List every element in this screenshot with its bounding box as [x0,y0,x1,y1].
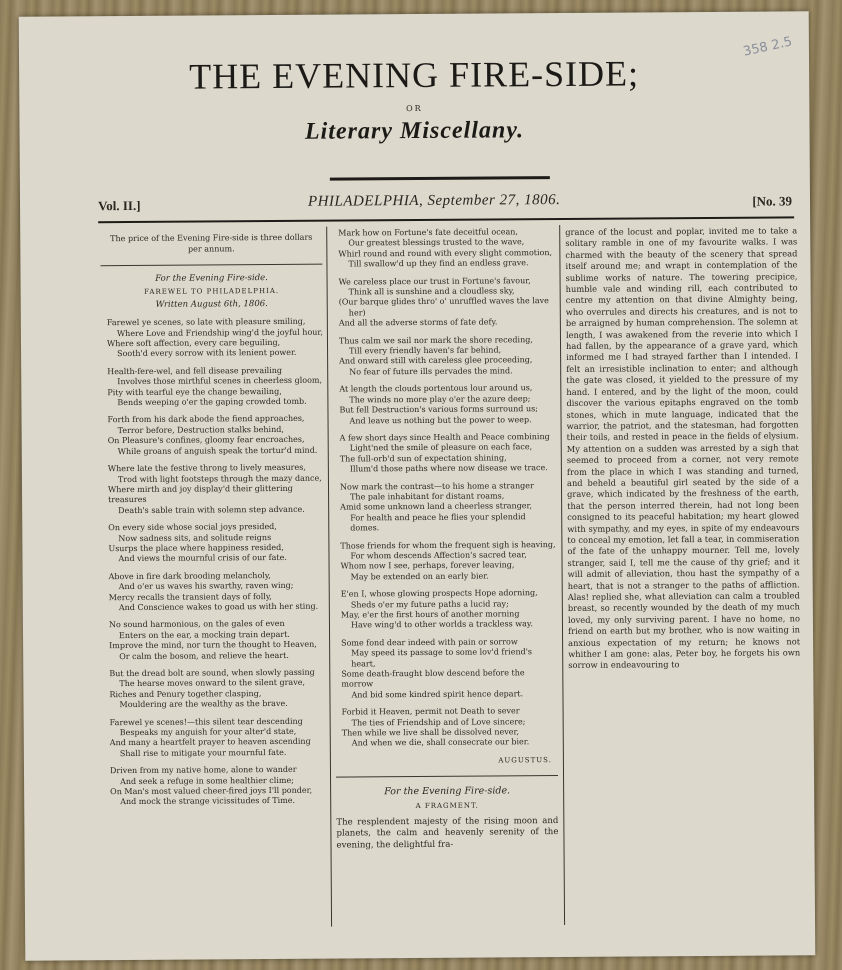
verse-line: Till every friendly haven's far behind, [349,345,502,356]
verse-line: And seek a refuge in some healthier clime; [120,775,294,786]
verse-line: But fell Destruction's various forms surround us; [339,404,538,415]
masthead-title: THE EVENING FIRE-SIDE; [189,53,640,97]
verse-line: Enters on the ear, a mocking train depart. [119,629,290,640]
stanza [101,317,323,360]
stanza [102,522,324,565]
pencil-annotation: 358 2.5 [742,34,794,60]
verse-line: Now mark the contrast—to his home a stranger [339,480,534,492]
verse-line: Usurps the place where happiness resided, [108,542,284,554]
verse-line: Forbid it Heaven, permit not Death to sever [341,706,520,717]
verse-line: Now sadness sits, and solitude reigns [118,532,272,543]
poem-signature: AUGUSTUS. [498,755,552,765]
verse-line: Above in fire dark brooding melancholy, [108,570,271,581]
ornamental-rule [330,176,550,181]
stanza [103,668,325,711]
verse-line: And mock the strange vicissitudes of Time. [120,796,296,807]
verse-line: Riches and Penury together clasping, [109,688,262,699]
verse-line: While groans of anguish speak the tortur'd mind. [117,445,318,456]
verse-line: The pale inhabitant for distant roams, [350,491,505,502]
verse-line: Bespeaks my anguish for your alter'd state, [119,726,297,738]
verse-line: Some death-fraught blow descend before the morrow [341,668,525,689]
verse-line: For whom descends Affection's sacred tear, [350,550,527,561]
verse-line: Trod with light footsteps through the mazy dance, [117,473,322,484]
verse-line: And views the mournful crisis of our fate. [118,553,287,564]
fragment-continued-text: grance of the locust and poplar, invited me to take a solitary ramble in one of my favourite walks. I was charmed with the beauty of the scenery that spread itself around me; and wrapt in contemplation of the sublime works of nature. The towering precipice, humble vale and winding rill, each contributed to centre my attention on that divine Almighty being, who overrules and directs his creatures, and is not to be arraigned by human comprehension. The solemn at length, I was awakened from the reverie into which I had fallen, by the appearance of a grave yard, which informed me I had strayed farther than I intended. I felt an irresistible inclination to enter; and although the gate was closed, it yielded to the pressure of my hand. I entered, and by the light of the moon, could discover the various epitaphs engraved on the tomb stones, which in mute language, indicated that the warrior, the patriot, and the statesman, had forgotten their toils, and rested in peace in the fields of elysium. My attention on a sudden was arrested by a sigh that seemed to proceed from a corner, not very remote from the place in which I was standing and turned, and beheld a beautiful girl seated by the side of a grave, which indicated by the freshness of the earth, that the person interred therein, had not long been consigned to its peaceful habitation; my heart glowed with sympathy, and my eyes, in spite of my endeavours to conceal my emotion, let fall a tear, in commiseration of the fate of the unhappy mourner. Tell me, lovely stranger, said I, tell me the cause of thy grief; and it will admit of alleviation, thou hast the sympathy of a heart, that is not a stranger to the paths of affliction. Alas! replied she, what alleviation can calm a troubled breast, so recently wounded by the death of my much loved, my only surviving parent. I have no home, no friend on earth but my brother, who is now waiting in anxious expectation of my return; he knows not whither I am gone: alas, Peter boy, he forgets his own sorrow in endeavouring to [565,225,801,671]
poem-title: FAREWEL TO PHILADELPHIA. [144,287,280,297]
verse-line: Health-fere-wel, and fell disease prevailing [107,365,283,377]
verse-line: Have wing'd to other worlds a trackless way. [350,619,533,630]
verse-line: No fear of future ills pervades the mind. [349,366,513,377]
stanza [332,227,554,270]
verse-line: Some fond dear indeed with pain or sorrow [341,637,518,648]
verse-line: Amid some unknown land a cheerless stranger, [340,501,533,512]
newspaper-page [19,11,816,960]
masthead-or: OR [406,103,423,114]
volume-label: Vol. II.] [97,197,141,214]
verse-line: For health and peace he flies your splendid domes. [350,511,526,533]
stanza [104,716,326,759]
verse-line: The full-orb'd sun of expectation shining, [339,453,507,464]
divider [336,775,558,778]
verse-line: On Man's most valued cheer-fired joys I'll ponder, [110,785,313,797]
column-right [565,225,802,917]
verse-line: Sheds o'er my future paths a lucid ray; [350,598,509,610]
verse-line: Our greatest blessings trusted to the wave, [348,237,525,248]
verse-line: May speed its passage to some lov'd friend's heart, [351,647,533,669]
stanza [333,383,555,426]
verse-line: And onward still with careless glee proceeding, [339,355,533,367]
verse-line: And o'er us waves his swarthy, raven wing; [118,581,294,592]
verse-line: Those friends for whom the frequent sigh is heaving, [340,539,556,551]
verse-line: Forth from his dark abode the fiend approaches, [107,414,305,425]
stanza [334,540,556,583]
verse-line: Driven from my native home, alone to wander [109,765,297,776]
verse-line: Farewel ye scenes, so late with pleasure smiling, [106,316,306,328]
stanza [103,570,325,613]
issue-number: [No. 39 [752,193,793,209]
fragment-for-line: For the Evening Fire-side. [384,785,511,798]
verse-line: Pity with tearful eye the change bewailing, [107,386,282,397]
verse-line: Involves those mirthful scenes in cheerless gloom, [117,375,323,387]
verse-line: And leave us nothing but the power to weep. [349,414,532,425]
verse-line: (Our barque glides thro' o' unruffled waves the lave [338,296,549,307]
stanza [333,335,555,378]
verse-line: Where soft affection, every care beguiling, [106,337,281,349]
verse-line: Illum'd those paths where now disease we trace. [349,463,548,474]
verse-line: Whirl round and round with every slight commotion, [338,247,553,259]
dateline [98,189,792,216]
column-rule [326,227,332,927]
masthead-subtitle: Literary Miscellany. [304,117,525,145]
verse-line: The winds no more play o'er the azure deep; [349,393,531,405]
stanza [335,637,557,701]
verse-line: Where late the festive throng to lively measures, [107,462,306,474]
verse-line: May be extended on an early bier. [350,571,489,582]
verse-line: Where Love and Friendship wing'd the joyful hour, [116,327,323,338]
poem-continued-stanzas [332,227,558,749]
column-rule [559,225,565,925]
verse-line: Mouldering are the wealthy as the brave. [119,699,288,710]
verse-line: Thus calm we sail nor mark the shore receding, [338,334,533,346]
verse-line: The hearse moves onward to the silent grave, [119,678,306,689]
poem-stanzas [101,317,326,808]
verse-line: And bid some kindred spirit hence depart. [351,689,524,700]
verse-line: Where mirth and joy display'd their glittering treasures [107,483,293,505]
stanza [334,432,556,475]
verse-line: Terror before, Destruction stalks behind, [117,424,284,435]
header-rule [98,216,794,223]
verse-line: May, e'er the first hours of another morning [340,609,520,620]
verse-line: We careless place our trust in Fortune's favour, [338,275,531,287]
poem-for-line: For the Evening Fire-side. [155,273,268,284]
verse-line: Or calm the bosom, and relieve the heart. [119,650,289,661]
verse-line: At length the clouds portentous lour around us, [339,383,533,394]
stanza [333,276,555,330]
verse-line: Whom now I see, perhaps, forever leaving, [340,560,515,571]
stanza [104,765,326,808]
verse-line: Then while we live shall be dissolved never, [341,727,520,738]
verse-line: A few short days since Health and Peace combining [339,431,550,443]
verse-line: Sooth'd every sorrow with its lenient power. [117,348,297,359]
poem-written-date: Written August 6th, 1806. [155,298,268,310]
stanza [102,414,324,457]
verse-line: The ties of Friendship and of Love sincere; [351,716,526,728]
verse-line: And many a heartfelt prayer to heaven ascending [109,737,311,748]
verse-line: Mark how on Fortune's fate deceitful ocean, [338,227,518,238]
price-notice: The price of the Evening Fire-side is three dollars per annum. [110,232,313,254]
column-left [100,229,327,921]
verse-line: Shall rise to mitigate your mournful fate. [119,747,287,758]
verse-line: On every side whose social joys presided, [108,522,277,533]
verse-line: Farewel ye scenes!—this silent tear descending [109,716,303,727]
fragment-title: A FRAGMENT. [415,801,479,810]
stanza [335,588,557,631]
column-middle [332,227,559,919]
place-date: PHILADELPHIA, September 27, 1806. [307,191,561,210]
stanza [102,463,324,517]
verse-line: Improve the mind, nor turn the thought to Heaven, [109,639,317,651]
stanza [336,706,558,749]
stanza [103,619,325,662]
stanza [334,481,556,535]
verse-line: No sound harmonious, on the gales of even [108,619,285,630]
verse-line: On Pleasure's confines, gloomy fear encroaches, [107,435,305,446]
verse-line: Think all is sunshine and a cloudless sky, [348,286,515,297]
stanza [101,365,323,408]
verse-line: Death's sable train with solemn step advance. [118,504,305,515]
fragment-text: The resplendent majesty of the rising moon and planets, the calm and heavenly serenity of the evening, the delightful fra- [336,816,559,851]
verse-line: E'en I, whose glowing prospects Hope adorning, [340,588,538,599]
verse-line: Bends weeping o'er the gaping crowded tomb. [117,396,307,408]
verse-line: But the dread bolt are sound, when slowly passing [109,667,315,679]
verse-line: And all the adverse storms of fate defy. [338,317,498,328]
verse-line: And Conscience wakes to goad us with her sting. [118,601,319,613]
verse-line: Till swallow'd up they find an endless grave. [348,258,529,269]
verse-line: And when we die, shall consecrate our bier. [351,737,530,748]
verse-line: her) [348,308,366,318]
verse-line: Light'ned the smile of pleasure on each face, [349,442,533,453]
divider [100,264,322,267]
verse-line: Mercy recalls the transient days of folly, [108,591,272,602]
